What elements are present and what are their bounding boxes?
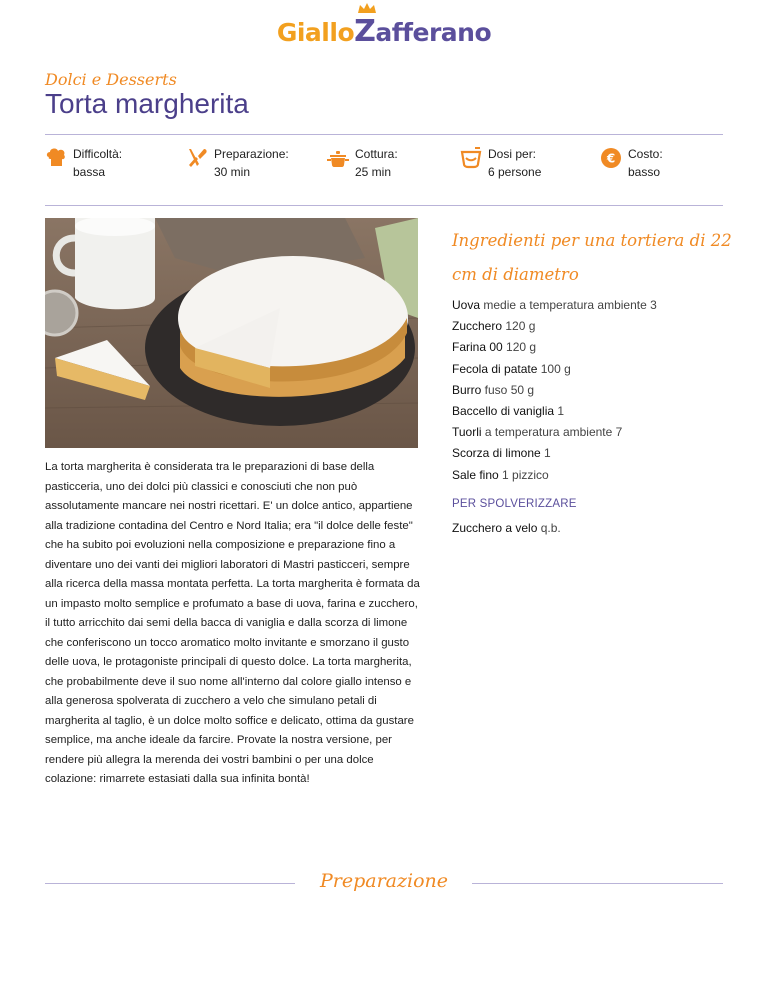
ingredient-item [452, 422, 752, 443]
ingredients-list [452, 295, 752, 486]
info-label: Dosi per: [488, 147, 537, 161]
info-label: Difficoltà: [73, 147, 123, 161]
logo-text-part1: Giallo [276, 18, 355, 47]
euro-coin-icon [600, 147, 622, 169]
ingredient-name[interactable]: Fecola di patate [452, 361, 538, 376]
recipe-photo [45, 218, 418, 448]
ingredients-title: Ingredienti per una tortiera di 22 cm di diametro [452, 231, 732, 284]
recipe-category: Dolci e Desserts [45, 70, 177, 89]
ingredient-item [452, 295, 752, 316]
ingredients-subheading: PER SPOLVERIZZARE [452, 498, 577, 510]
logo-text-part3: afferano [375, 18, 492, 47]
ingredient-name[interactable]: Zucchero [452, 319, 503, 334]
ingredient-detail: 1 [540, 446, 551, 461]
svg-text:€: € [606, 151, 616, 166]
page-title: Torta margherita [45, 88, 249, 119]
ingredient-item [452, 521, 561, 535]
divider [472, 883, 723, 884]
ingredient-detail: fuso 50 g [481, 382, 535, 397]
info-value: basso [628, 165, 661, 179]
info-label: Preparazione: [214, 147, 289, 161]
ingredient-name[interactable]: Sale fino [452, 467, 499, 482]
ingredient-detail: 120 g [502, 340, 537, 355]
recipe-intro: La torta margherita è considerata tra le preparazioni di base della pasticceria, uno dei dolci più classici e conosciuti che non può assolutamente mancare nei nostri ricettari. E' un dolce antico, appartiene alla tradizione contadina del Centro e Nord Italia; era "il dolce delle feste" che ha subito poi evoluzioni nella composizione e preparazione fino a diventare uno dei vanti dei migliori laboratori di Mastri pasticceri, sempre alla ricerca della massa montata perfetta. La torta margherita è formata da un impasto molto semplice e profumato a base di uova, farina e zucchero, il tutto arricchito dai semi della bacca di vaniglia e dalla scorza di limone che conferiscono un tocco aromatico molto invitante e smorzano il gusto delle uova, le protagoniste principali di questo dolce. La torta margherita, che probabilmente deve il suo nome all'interno dal colore giallo intenso e alla generosa spolverata di zucchero a velo che simulano petali di margherita al taglio, è un dolce molto soffice e delicato, ottima da gustare semplice, ma anche ideale da farcire. Provate la nostra versione, per rendere più allegra la merenda dei vostri bambini o per una dolce colazione: rimarrete estasiati dalla sua infinita bontà! [45, 461, 420, 785]
ingredient-name[interactable]: Burro [452, 382, 482, 397]
info-label: Cottura: [355, 147, 398, 161]
ingredient-name[interactable]: Baccello di vaniglia [452, 403, 555, 418]
ingredient-detail: 120 g [502, 319, 536, 334]
ingredient-item [452, 443, 752, 464]
info-value: bassa [73, 165, 106, 179]
ingredient-detail: q.b. [537, 521, 561, 535]
ingredient-detail: medie a temperatura ambiente 3 [480, 298, 657, 312]
preparation-title: Preparazione [319, 870, 449, 892]
chef-hat-icon [45, 147, 67, 169]
logo-z-letter: Z [354, 10, 375, 54]
ingredient-item [452, 316, 752, 337]
ingredient-detail: 1 pizzico [498, 467, 549, 482]
pot-icon [327, 147, 349, 169]
info-value: 6 persone [488, 165, 542, 179]
ingredient-detail: 100 g [537, 361, 571, 376]
ingredient-item [452, 359, 752, 380]
ingredient-name[interactable]: Scorza di limone [452, 446, 541, 461]
serving-bowl-icon [460, 147, 482, 169]
ingredient-item [452, 465, 752, 486]
info-value: 30 min [214, 165, 251, 179]
ingredient-name[interactable]: Zucchero a velo [452, 521, 538, 535]
info-label: Costo: [628, 147, 663, 161]
ingredient-name[interactable]: Tuorli [452, 425, 482, 440]
site-logo[interactable] [0, 10, 768, 55]
divider [45, 134, 723, 135]
ingredient-name[interactable]: Farina 00 [452, 340, 503, 355]
utensils-icon [186, 147, 208, 169]
ingredient-item [452, 337, 752, 358]
divider [45, 883, 295, 884]
info-value: 25 min [355, 165, 392, 179]
crown-icon [356, 2, 378, 14]
ingredient-detail: a temperatura ambiente 7 [481, 425, 623, 440]
ingredient-item [452, 380, 752, 401]
ingredient-item [452, 401, 752, 422]
divider [45, 205, 723, 206]
ingredient-detail: 1 [554, 403, 565, 418]
ingredient-name[interactable]: Uova [452, 298, 481, 312]
